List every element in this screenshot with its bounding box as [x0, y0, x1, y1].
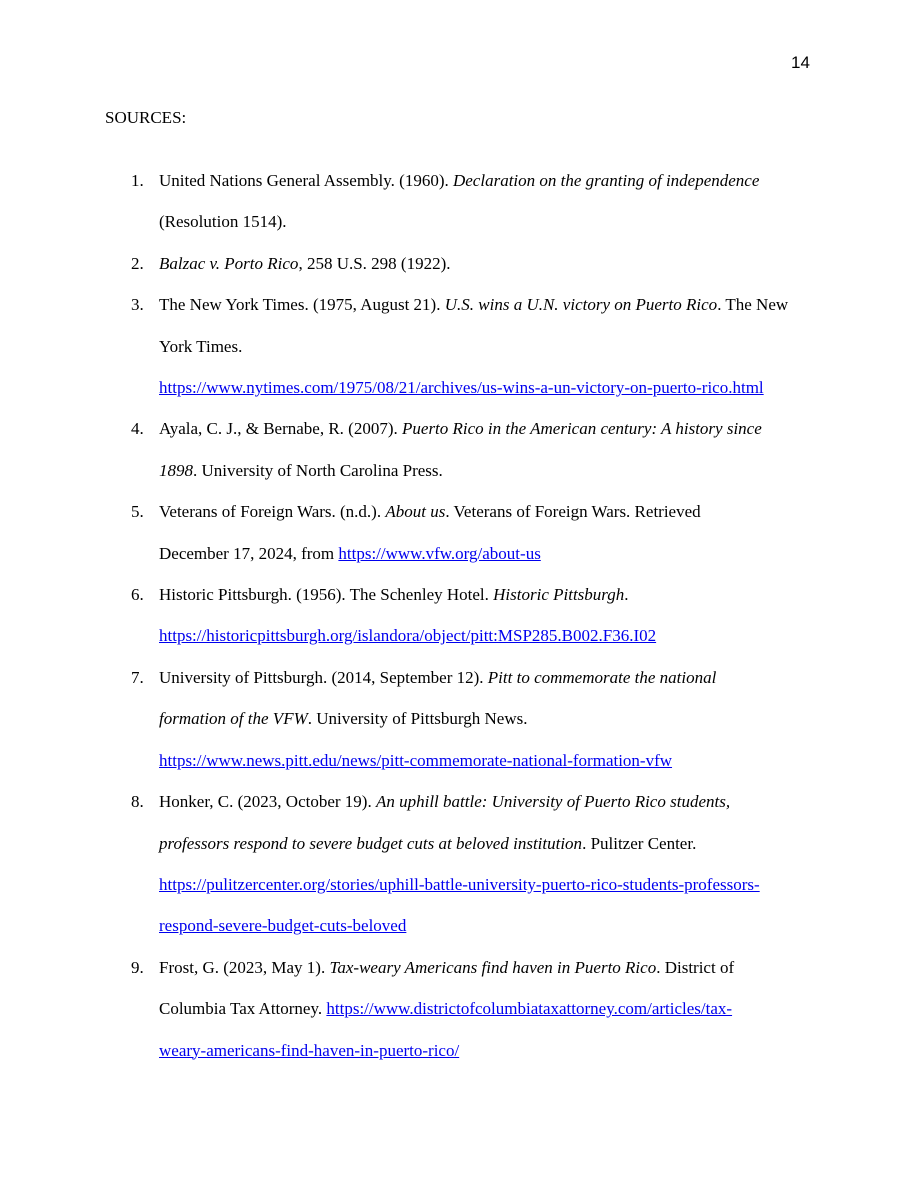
source-link[interactable]: https://historicpittsburgh.org/islandora/object/pitt:MSP285.B002.F36.I02	[159, 626, 657, 646]
entry-title: Tax-weary Americans find haven in Puerto Rico	[329, 957, 657, 977]
entry-text: . University of North Carolina Press.	[193, 460, 443, 480]
entry-text: . The New York Times.	[159, 295, 789, 356]
entry-text: . Veterans of Foreign Wars. Retrieved December 17, 2024, from	[159, 502, 701, 563]
entry-text: The New York Times. (1975, August 21).	[159, 295, 445, 315]
entry-number: 8.	[131, 792, 144, 812]
sources-heading: SOURCES:	[105, 108, 187, 127]
entry-number: 4.	[131, 419, 144, 439]
entry-title: An uphill battle: University of Puerto Rico students, professors respond to severe budget cuts at beloved institution	[159, 792, 731, 853]
entry-number: 3.	[131, 295, 144, 315]
entry-text: Veterans of Foreign Wars. (n.d.).	[159, 502, 386, 522]
entry-number: 5.	[131, 502, 144, 522]
entry-text: United Nations General Assembly. (1960).	[159, 171, 453, 190]
source-entry-8	[0, 781, 789, 947]
source-entry-2	[0, 243, 804, 284]
source-entry-7	[0, 657, 754, 781]
source-entry-6	[0, 574, 719, 657]
entry-number: 2.	[131, 253, 144, 273]
entry-title: Declaration on the granting of independence	[452, 171, 760, 190]
entry-title: U.S. wins a U.N. victory on Puerto Rico	[444, 295, 718, 315]
source-entry-1	[0, 160, 910, 243]
entry-text: . Pulitzer Center.	[582, 833, 697, 853]
source-link[interactable]: https://www.nytimes.com/1975/08/21/archives/us-wins-a-un-victory-on-puerto-rico.html	[159, 378, 764, 398]
entry-number: 1.	[131, 171, 144, 190]
entry-number: 7.	[131, 667, 144, 687]
entry-title: Balzac v. Porto Rico	[159, 253, 299, 273]
page-number: 14	[791, 53, 810, 72]
entry-number: 9.	[131, 957, 144, 977]
entry-text: Honker, C. (2023, October 19).	[159, 792, 376, 812]
source-entry-4	[0, 408, 801, 491]
entry-title: Historic Pittsburgh	[493, 585, 625, 605]
source-link[interactable]: https://www.districtofcolumbiataxattorney.com/articles/tax-weary-americans-find-haven-in-puerto-rico/	[159, 999, 733, 1060]
sources-list	[0, 160, 910, 1071]
entry-text: Frost, G. (2023, May 1).	[159, 957, 330, 977]
entry-title: Pitt to commemorate the national formation of the VFW	[159, 667, 717, 729]
source-entry-5	[0, 491, 739, 574]
source-link[interactable]: https://www.vfw.org/about-us	[338, 543, 541, 563]
entry-text: (Resolution 1514).	[159, 212, 287, 232]
entry-text: . University of Pittsburgh News.	[307, 709, 528, 729]
source-link[interactable]: https://www.news.pitt.edu/news/pitt-commemorate-national-formation-vfw	[159, 750, 673, 770]
entry-title: Puerto Rico in the American century: A history since 1898	[159, 419, 762, 480]
entry-text: University of Pittsburgh. (2014, September 12).	[159, 667, 488, 687]
entry-text: Ayala, C. J., & Bernabe, R. (2007).	[159, 419, 403, 439]
entry-number: 6.	[131, 585, 144, 605]
source-link[interactable]: https://pulitzercenter.org/stories/uphill-battle-university-puerto-rico-students-professors-respond-severe-budget-cuts-beloved	[159, 874, 760, 936]
entry-text: , 258 U.S. 298 (1922).	[298, 253, 451, 273]
entry-text: Historic Pittsburgh. (1956). The Schenley Hotel.	[159, 585, 494, 605]
source-entry-3	[0, 284, 795, 408]
entry-text: .	[624, 585, 629, 605]
source-entry-9	[0, 947, 779, 1071]
entry-text: . District of Columbia Tax Attorney.	[159, 957, 735, 1019]
entry-title: About us	[385, 502, 446, 522]
